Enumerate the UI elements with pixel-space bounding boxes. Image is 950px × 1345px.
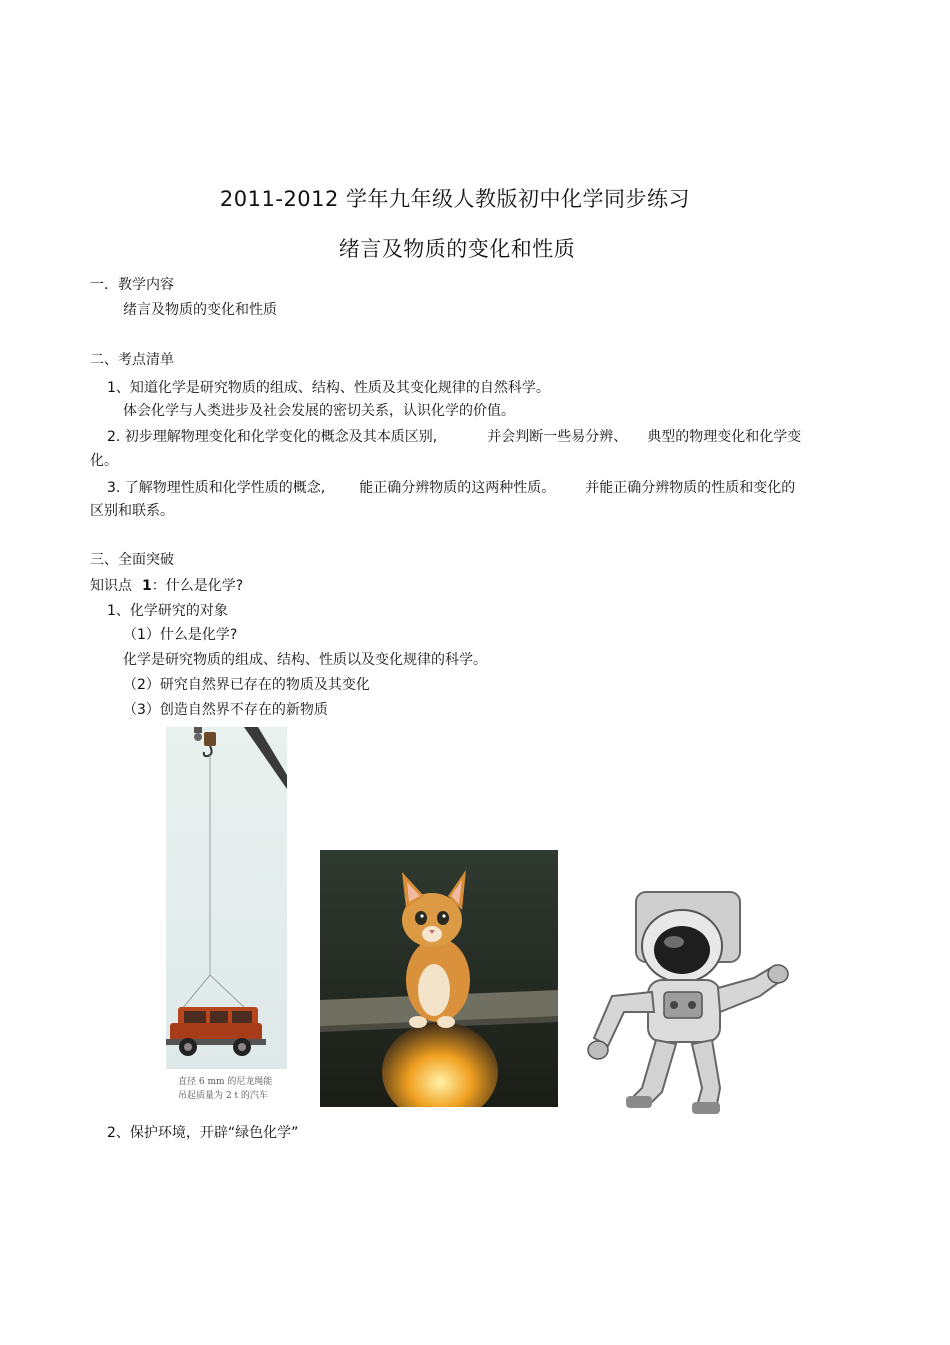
crane-caption-line2: 吊起质量为 2 t 的汽车 (178, 1091, 268, 1101)
kitten-figure (320, 850, 558, 1107)
astronaut-illustration (578, 888, 790, 1116)
section2-item2-part2: 并会判断一些易分辨、 (487, 429, 628, 445)
document-subtitle: 绪言及物质的变化和性质 (338, 237, 576, 261)
crane-caption (178, 1075, 272, 1103)
section3-q1: （1）什么是化学? (123, 627, 238, 643)
section2-item3-line1 (107, 479, 795, 497)
section2-item2-part1: 2. 初步理解物理变化和化学变化的概念及其本质区别, (107, 429, 438, 445)
knowledge-point-1 (90, 577, 243, 595)
kp-label: 知识点 (90, 578, 132, 594)
section2-item2-line1 (107, 428, 801, 446)
section2-item3-part1: 3. 了解物理性质和化学性质的概念, (107, 480, 326, 496)
section2-item1-line2: 体会化学与人类进步及社会发展的密切关系，认识化学的价值。 (123, 403, 515, 419)
document-title: 2011-2012 学年九年级人教版初中化学同步练习 (219, 187, 691, 211)
kitten-illustration (320, 850, 558, 1107)
section2-item3-part2: 能正确分辨物质的这两种性质。 (359, 480, 556, 496)
section2-item3-line2: 区别和联系。 (90, 503, 174, 519)
section3-sub1: 1、化学研究的对象 (107, 603, 228, 619)
crane-caption-line1: 直径 6 mm 的尼龙绳能 (178, 1077, 273, 1087)
section2-item2-line2: 化。 (90, 453, 118, 469)
crane-car-figure (166, 727, 287, 1107)
section2-heading: 二、考点清单 (90, 352, 174, 368)
section1-heading: 一．教学内容 (90, 277, 174, 293)
kp-number: 1 (142, 578, 152, 594)
astronaut-figure (578, 888, 790, 1116)
section3-q2: （2）研究自然界已存在的物质及其变化 (123, 677, 370, 693)
section3-a1: 化学是研究物质的组成、结构、性质以及变化规律的科学。 (123, 652, 487, 668)
section2-item1-line1: 1、知道化学是研究物质的组成、结构、性质及其变化规律的自然科学。 (107, 380, 550, 396)
section2-item2-part3: 典型的物理变化和化学变 (647, 429, 802, 445)
section3-q3: （3）创造自然界不存在的新物质 (123, 702, 328, 718)
section2-item3-part3: 并能正确分辨物质的性质和变化的 (585, 480, 796, 496)
section1-content: 绪言及物质的变化和性质 (123, 302, 277, 318)
crane-car-illustration (166, 727, 287, 1069)
kp-text: ：什么是化学? (151, 578, 244, 594)
section3-sub2: 2、保护环境，开辟“绿色化学” (107, 1125, 299, 1141)
section3-heading: 三、全面突破 (90, 552, 174, 568)
